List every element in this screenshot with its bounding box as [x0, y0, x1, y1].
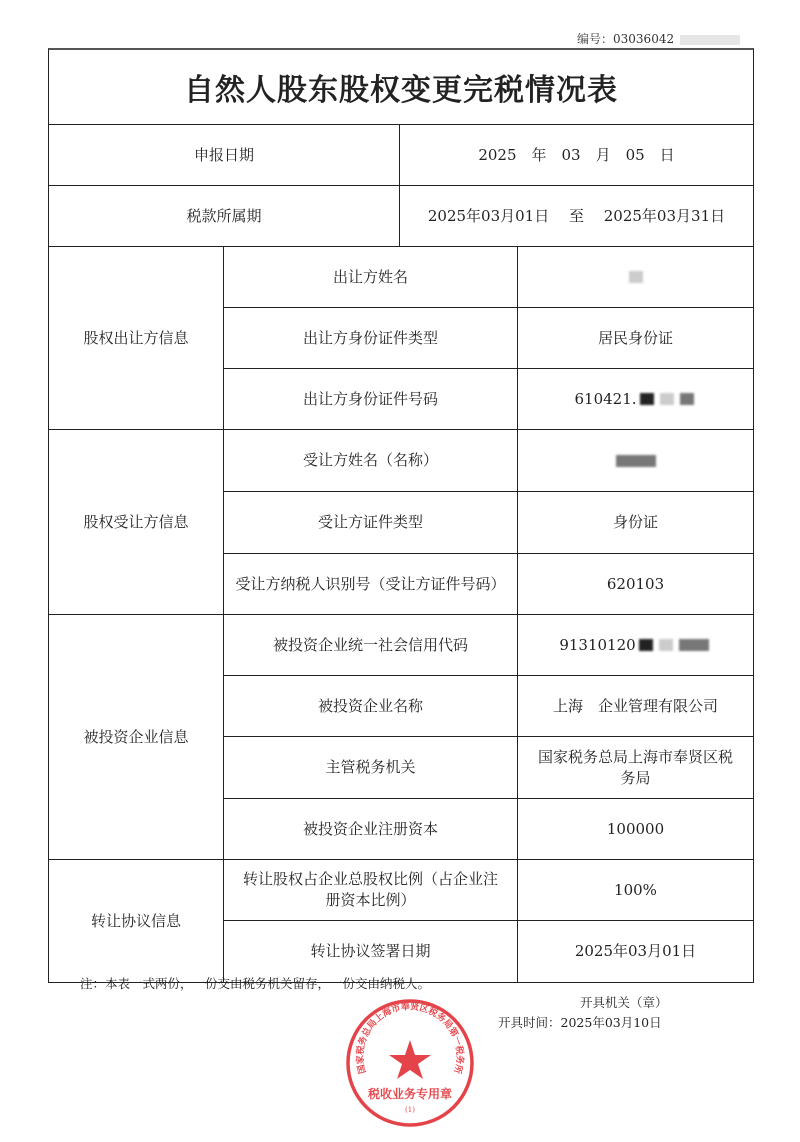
- table-row: [224, 737, 753, 799]
- row-value: 100%: [614, 880, 657, 899]
- table-row: [224, 676, 753, 737]
- row-value: 91310120: [518, 615, 753, 675]
- filing-date-value: 2025 年 03 月 05 日: [478, 145, 675, 164]
- row-value: 居民身份证: [597, 328, 673, 347]
- redaction: [659, 639, 673, 651]
- issue-time-label: 开具时间：: [498, 1015, 561, 1030]
- row-key: 转让股权占企业总股权比例（占企业注册资本比例）: [224, 860, 518, 920]
- table-row: [224, 799, 753, 859]
- tax-period-row: [49, 186, 753, 247]
- row-value: 国家税务总局上海市奉贤区税务局: [537, 747, 733, 787]
- tax-period-label: 税款所属期: [49, 186, 400, 246]
- redaction: [660, 393, 674, 405]
- redaction: [639, 639, 653, 651]
- transferor-section: [49, 247, 753, 430]
- table-row: [224, 554, 753, 614]
- row-key: 出让方身份证件号码: [224, 369, 518, 429]
- row-value: 上海 企业管理有限公司: [552, 696, 718, 715]
- section-label: 被投资企业信息: [49, 615, 224, 859]
- serial-label: 编号：: [577, 32, 614, 46]
- section-label: 转让协议信息: [49, 860, 224, 982]
- table-row: [224, 369, 753, 429]
- redaction: [629, 271, 643, 283]
- serial-number: [577, 30, 740, 47]
- row-value: 610421.: [518, 369, 753, 429]
- tax-period-value: 2025年03月01日 至 2025年03月31日: [427, 206, 726, 225]
- serial-value: 03036042: [613, 32, 675, 46]
- row-value: 身份证: [612, 513, 658, 531]
- table-row: [224, 615, 753, 676]
- section-label: 股权受让方信息: [49, 430, 224, 614]
- stamp-ring-text: 国家税务总局上海市奉贤区税务局第一税务所: [355, 1002, 465, 1075]
- redaction: [680, 393, 694, 405]
- row-key: 受让方纳税人识别号（受让方证件号码）: [224, 554, 518, 614]
- redaction: [679, 639, 709, 651]
- invested-company-section: [49, 615, 753, 860]
- row-key: 出让方身份证件类型: [224, 308, 518, 368]
- row-value: [518, 430, 753, 491]
- stamp-center-text: 税收业务专用章: [367, 1087, 453, 1101]
- row-key: 主管税务机关: [224, 737, 518, 798]
- form-title: 自然人股东股权变更完税情况表: [49, 50, 753, 125]
- agreement-section: [49, 860, 753, 982]
- table-row: [224, 430, 753, 492]
- row-key: 被投资企业统一社会信用代码: [224, 615, 518, 675]
- table-row: [224, 308, 753, 369]
- row-value: 2025年03月01日: [574, 942, 697, 960]
- redaction: [680, 35, 740, 45]
- table-row: [224, 921, 753, 982]
- filing-date-label: 申报日期: [49, 125, 400, 185]
- row-key: 被投资企业注册资本: [224, 799, 518, 859]
- official-seal-stamp: [345, 998, 475, 1128]
- transferee-section: [49, 430, 753, 615]
- row-value: 100000: [606, 819, 665, 838]
- redaction: [640, 393, 654, 405]
- row-key: 受让方证件类型: [224, 492, 518, 553]
- table-row: [224, 860, 753, 921]
- redaction: [616, 455, 656, 467]
- row-key: 转让协议签署日期: [224, 921, 518, 982]
- stamp-number: (1): [405, 1106, 415, 1114]
- filing-date-row: [49, 125, 753, 186]
- row-key: 出让方姓名: [224, 247, 518, 307]
- issue-time-value: 2025年03月10日: [560, 1015, 662, 1030]
- row-key: 被投资企业名称: [224, 676, 518, 736]
- row-value: [518, 247, 753, 307]
- tax-form-table: [48, 48, 754, 983]
- row-key: 受让方姓名（名称）: [224, 430, 518, 491]
- table-row: [224, 492, 753, 554]
- star-icon: [389, 1040, 431, 1079]
- section-label: 股权出让方信息: [49, 247, 224, 429]
- issue-time: [498, 1013, 662, 1031]
- issuing-authority: 开具机关（章）: [580, 995, 668, 1010]
- footnote: 注：本表一式两份，一份交由税务机关留存，一份交由纳税人。: [80, 976, 431, 991]
- table-row: [224, 247, 753, 308]
- row-value: 620103: [606, 574, 665, 593]
